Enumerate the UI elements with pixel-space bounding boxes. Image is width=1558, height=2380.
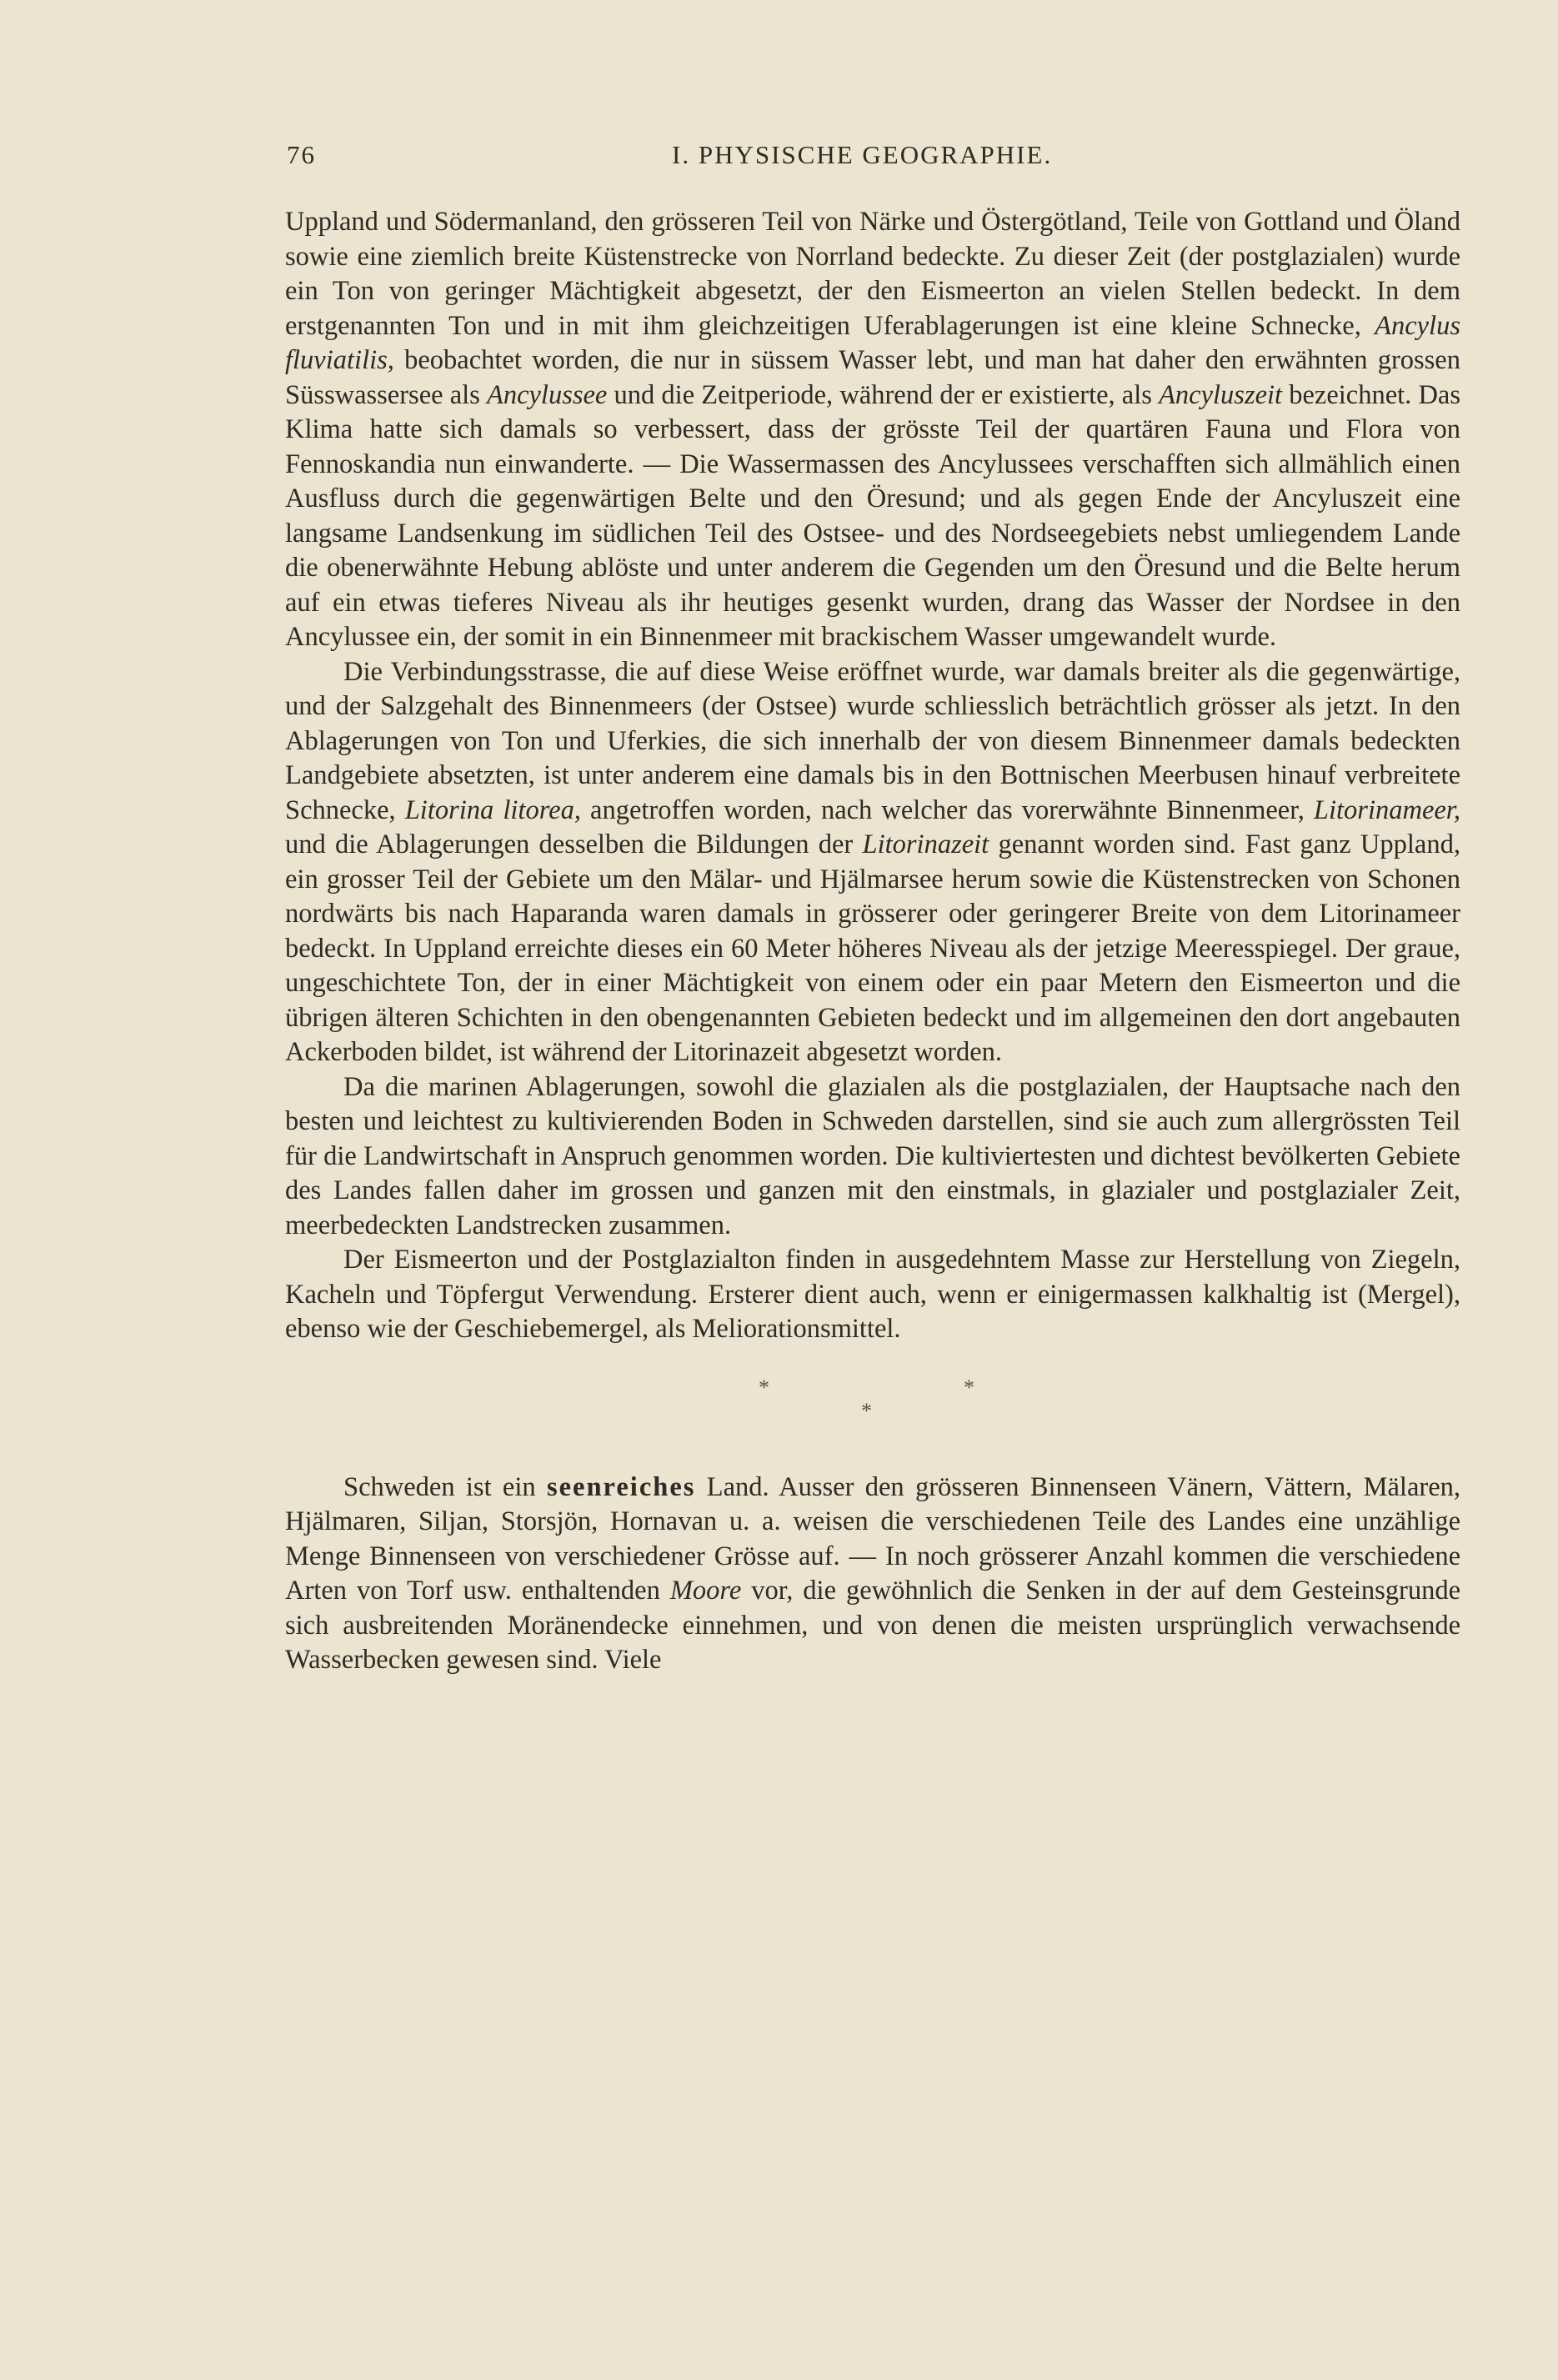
- paragraph: [285, 1471, 1460, 1678]
- body-text: [285, 205, 1460, 1678]
- text-run: genannt worden sind. Fast ganz Uppland, ein grosser Teil der Gebiete um den Mälar- und Hjälmarsee herum sowie die Küstenstrecken von Schonen nordwärts bis nach Haparanda waren damals in grösserer oder geringerer Breite von dem Litorinameer bedeckt. In Uppland erreichte dieses ein 60 Meter höheres Niveau als der jetzige Meeresspiegel. Der graue, ungeschichtete Ton, der in einer Mächtigkeit von einem oder ein paar Metern den Eismeerton und die übrigen älteren Schichten in den obengenannten Gebieten bedeckt und im allgemeinen den dort angebauten Ackerboden bildet, ist während der Litorinazeit abgesetzt worden.: [285, 829, 1460, 1067]
- text-run: und die Zeitperiode, während der er existierte, als: [607, 379, 1160, 410]
- asterisk-mark: *: [759, 1375, 769, 1400]
- italic-term: Litorinazeit: [862, 829, 989, 859]
- text-run: Da die marinen Ablagerungen, sowohl die glazialen als die postglazialen, der Hauptsache nach den besten und leichtest zu kultivierenden Boden in Schweden darstellen, sind sie auch zum allergrössten Teil für die Landwirtschaft in Anspruch genommen worden. Die kultiviertesten und dichtest bevölkerten Gebiete des Landes fallen daher im grossen und ganzen mit den einstmals, in glazialer und postglazialer Zeit, meerbedeckten Landstrecken zusammen.: [285, 1071, 1460, 1240]
- asterisk-mark: *: [861, 1398, 872, 1423]
- page-number: 76: [287, 140, 316, 169]
- paragraph: [285, 1243, 1460, 1347]
- bold-term: seenreiches: [546, 1471, 696, 1502]
- running-title: I. PHYSISCHE GEOGRAPHIE.: [672, 140, 1053, 169]
- text-run: vor, die gewöhnlich die Senken in der auf dem Gesteinsgrunde sich ausbreitenden Moränendecke einnehmen, und von denen die meisten ursprünglich verwachsende Wasserbecken gewesen sind. Viele: [285, 1576, 1461, 1675]
- paragraph: [285, 205, 1460, 655]
- paragraph: [285, 655, 1460, 1070]
- italic-term: Litorina litorea,: [404, 794, 581, 825]
- italic-term: Ancylussee: [486, 379, 608, 410]
- asterisk-mark: *: [964, 1375, 974, 1400]
- text-run: Die Verbindungsstrasse, die auf diese Weise eröffnet wurde, war damals breiter als die gegenwärtige, und der Salzgehalt des Binnenmeers (der Ostsee) wurde schliesslich beträchtlich grösser als jetzt. In den Ablagerungen von Ton und Uferkies, die sich innerhalb der von diesem Binnenmeer damals bedeckten Landgebiete absetzten, ist unter anderem eine damals bis in den Bottnischen Meerbusen hinauf verbreitete Schnecke,: [285, 656, 1460, 825]
- text-run: und die Ablagerungen desselben die Bildungen der: [285, 829, 863, 859]
- text-run: angetroffen worden, nach welcher das vorerwähnte Binnenmeer,: [580, 794, 1314, 825]
- page-header: [287, 140, 1470, 177]
- italic-term: Ancyluszeit: [1159, 379, 1283, 410]
- paragraph: [285, 1070, 1460, 1244]
- text-run: Uppland und Södermanland, den grösseren Teil von Närke und Östergötland, Teile von Gottland und Öland sowie eine ziemlich breite Küstenstrecke von Norrland bedeckte. Zu dieser Zeit (der postglazialen) wurde ein Ton von geringer Mächtigkeit abgesetzt, der den Eismeerton an vielen Stellen bedeckt. In dem erstgenannten Ton und in mit ihm gleichzeitigen Uferablagerungen ist eine kleine Schnecke,: [285, 207, 1460, 341]
- text-run: Schweden ist ein: [343, 1471, 547, 1502]
- italic-term: Ancylus fluviatilis,: [285, 310, 1460, 375]
- text-run: Land. Ausser den grösseren Binnenseen Vänern, Vättern, Mälaren, Hjälmaren, Siljan, Storsjön, Hornavan u. a. weisen die verschiedenen Teile des Landes eine unzählige Menge Binnenseen von verschiedener Grösse auf. — In noch grösserer Anzahl kommen die verschiedene Arten von Torf usw. enthaltenden: [285, 1471, 1461, 1606]
- text-run: beobachtet worden, die nur in süssem Wasser lebt, und man hat daher den erwähnten grossen Süsswassersee als: [285, 345, 1460, 410]
- text-run: Der Eismeerton und der Postglazialton finden in ausgedehntem Masse zur Herstellung von Ziegeln, Kacheln und Töpfergut Verwendung. Ersterer dient auch, wenn er einigermassen kalkhaltig ist (Mergel), ebenso wie der Geschiebemergel, als Meliorationsmittel.: [285, 1245, 1460, 1344]
- italic-term: Litorinameer,: [1313, 794, 1460, 825]
- text-run: bezeichnet. Das Klima hatte sich damals so verbessert, dass der grösste Teil der quartären Fauna und Flora von Fennoskandia nun einwanderte. — Die Wassermassen des Ancylussees verschafften sich allmählich einen Ausfluss durch die gegenwärtigen Belte und den Öresund; und als gegen Ende der Ancyluszeit eine langsame Landsenkung im südlichen Teil des Ostsee- und des Nordseegebiets nebst umliegendem Lande die obenerwähnte Hebung ablöste und unter anderem die Gegenden um den Öresund und die Belte herum auf ein etwas tieferes Niveau als ihr heutiges gesenkt wurden, drang das Wasser der Nordsee in den Ancylussee ein, der somit in ein Binnenmeer mit brackischem Wasser umgewandelt wurde.: [285, 379, 1460, 652]
- italic-term: Moore: [669, 1576, 742, 1606]
- section-separator: [285, 1347, 1460, 1471]
